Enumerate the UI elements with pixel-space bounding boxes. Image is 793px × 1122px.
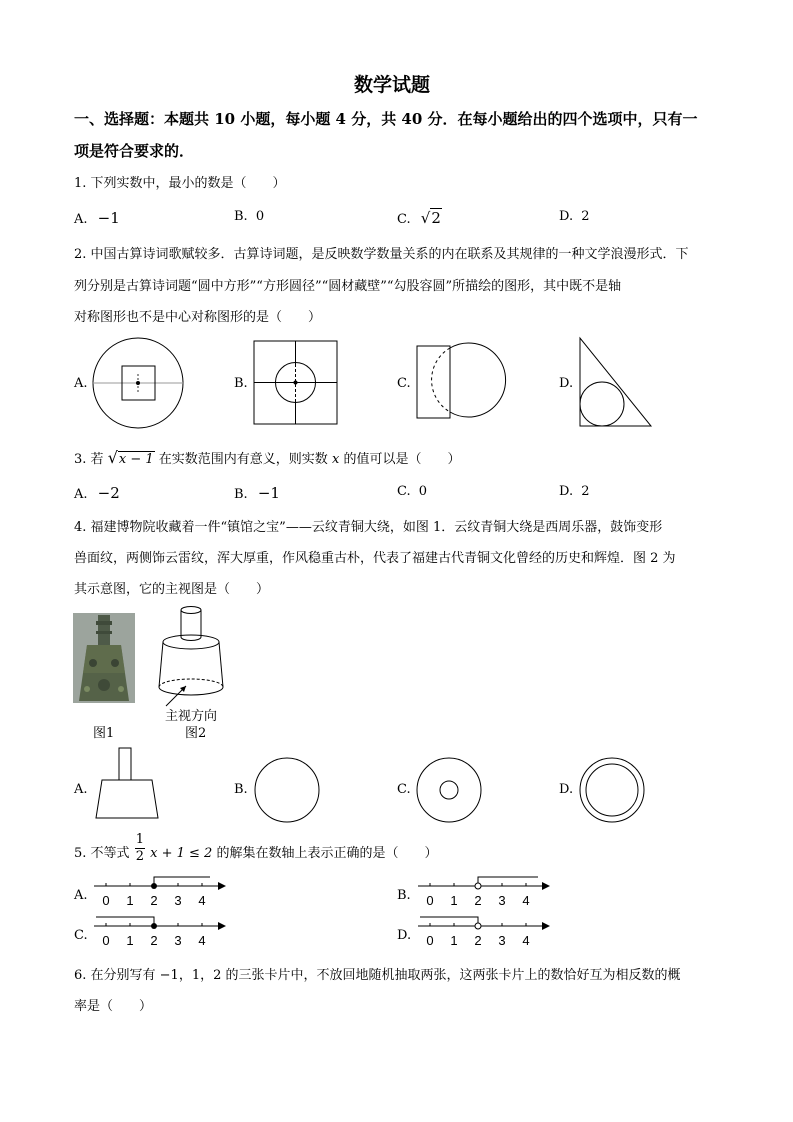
q3-option-d-label: D. [559, 484, 574, 499]
q2-figure-d [578, 336, 654, 430]
q2d-right-triangle [580, 338, 651, 426]
q5d-tick-1: 1 [450, 933, 458, 948]
section-heading-line2: 项是符合要求的． [74, 142, 195, 160]
q3-option-d-value: 2 [581, 484, 590, 499]
q1-option-b-value: 0 [255, 209, 265, 224]
q2d-incircle [580, 382, 624, 426]
q5d-tick-3: 3 [498, 933, 506, 948]
q1-stem: 1. 下列实数中，最小的数是（ ） [74, 176, 286, 191]
q3-option-a [74, 484, 120, 502]
q3-var: x [331, 452, 340, 467]
q5-stem-rest: 的解集在数轴上表示正确的是（ ） [216, 846, 438, 861]
q5a-tick-3: 3 [174, 893, 182, 908]
q4-fig2-schematic [156, 602, 246, 720]
q4-fig1-caption: 图1 [93, 726, 115, 741]
q4-fig1-bronze-bell-photo [73, 613, 135, 703]
q4-option-d-label: D. [559, 782, 574, 797]
q2c-circle-arc [450, 343, 506, 417]
q5-fraction [135, 832, 145, 865]
section-heading-line1: 一、选择题：本题共 10 小题，每小题 4 分，共 40 分．在每小题给出的四个选项中，只有一 [74, 110, 698, 128]
q2-option-c-label: C. [397, 376, 411, 391]
q1-option-d [559, 209, 590, 224]
q5-numberline-a [92, 873, 232, 907]
q3-option-c-value: 0 [418, 484, 428, 499]
q5-numberline-d [416, 913, 556, 947]
q3-stem [74, 448, 460, 467]
q3-option-c [397, 484, 427, 499]
q6-stem-line1: 6. 在分别写有 −1，1，2 的三张卡片中，不放回地随机抽取两张，这两张卡片上的数恰好互为相反数的概 [74, 968, 681, 983]
page-title: 数学试题 [354, 74, 431, 96]
q2c-hidden-arc [432, 348, 450, 412]
q5-frac-num: 1 [135, 832, 144, 847]
q4-figure-a [94, 746, 164, 820]
q3-sqrt: √x − 1 [107, 448, 154, 467]
q2-figure-b [253, 340, 339, 426]
q3-option-a-label: A. [74, 487, 88, 502]
q5-option-c-label: C. [74, 928, 88, 943]
q5-option-b-label: B. [397, 888, 411, 903]
q4-stem-line2: 兽面纹，两侧饰云雷纹，浑大厚重，作风稳重古朴，代表了福建古代青铜文化曾经的历史和辉煌．图 2 为 [74, 551, 676, 566]
q5c-tick-0: 0 [102, 933, 110, 948]
q5c-tick-3: 3 [174, 933, 182, 948]
q5-numberline-c [92, 913, 232, 947]
q1-option-a-label: A. [74, 212, 88, 227]
q2c-rectangle [417, 346, 450, 418]
q5b-tick-0: 0 [426, 893, 434, 908]
q1-option-d-value: 2 [581, 209, 590, 224]
q1-option-d-label: D. [559, 209, 574, 224]
q3-radicand: x − 1 [118, 452, 154, 467]
q3-stem-rest-a: 在实数范围内有意义，则实数 [158, 452, 328, 467]
q4-direction-label: 主视方向 [165, 709, 218, 724]
q3-stem-num: 3. 若 [74, 452, 104, 467]
q1-option-c-value: 2 [431, 209, 441, 227]
q2-option-a-label: A. [74, 376, 88, 391]
q4-option-b-label: B. [234, 782, 248, 797]
q5c-tick-2: 2 [150, 933, 158, 948]
q3-option-b-label: B. [234, 487, 248, 502]
q5a-tick-4: 4 [198, 893, 206, 908]
q3-option-b-value: −1 [257, 484, 280, 502]
q4-figure-b [253, 756, 321, 824]
q1-option-c-sqrt: √2 [420, 209, 441, 227]
q2-option-d-label: D. [559, 376, 574, 391]
q5d-tick-2: 2 [474, 933, 482, 948]
q5-stem-num: 5. 不等式 [74, 846, 130, 861]
q6-stem-line2: 率是（ ） [74, 999, 153, 1014]
q1-option-c [397, 209, 442, 227]
q4-figure-d [578, 756, 646, 824]
q2-option-b-label: B. [234, 376, 248, 391]
q5b-tick-2: 2 [474, 893, 482, 908]
q4-figure-c [415, 756, 483, 824]
q5a-tick-1: 1 [126, 893, 134, 908]
q5-frac-den: 2 [135, 849, 144, 864]
q5d-tick-4: 4 [522, 933, 530, 948]
q4-fig2-caption: 图2 [185, 726, 207, 741]
q3-stem-rest-b: 的值可以是（ ） [343, 452, 461, 467]
q5-numberline-b [416, 873, 556, 907]
q1-option-c-label: C. [397, 212, 411, 227]
q1-option-a [74, 209, 120, 227]
q2-stem-line1: 2. 中国古算诗词歌赋较多．古算诗词题，是反映数学数量关系的内在联系及其规律的一种文学浪漫形式．下 [74, 247, 689, 262]
q5d-tick-0: 0 [426, 933, 434, 948]
q5-option-a-label: A. [74, 888, 88, 903]
q4-option-a-label: A. [74, 782, 88, 797]
q5b-tick-3: 3 [498, 893, 506, 908]
q1-option-b [234, 209, 264, 224]
q5c-tick-4: 4 [198, 933, 206, 948]
q3-option-b [234, 484, 280, 502]
q5-expr: x + 1 ≤ 2 [150, 846, 213, 861]
q2-figure-a [90, 336, 190, 430]
q1-option-b-label: B. [234, 209, 248, 224]
q1-option-a-value: −1 [97, 209, 120, 227]
q4-stem-line3: 其示意图，它的主视图是（ ） [74, 582, 270, 597]
q2-stem-line3: 对称图形也不是中心对称图形的是（ ） [74, 310, 322, 325]
q3-option-c-label: C. [397, 484, 411, 499]
q5a-tick-0: 0 [102, 893, 110, 908]
q3-option-a-value: −2 [97, 484, 120, 502]
q4-stem-line1: 4. 福建博物院收藏着一件“镇馆之宝”——云纹青铜大绕，如图 1．云纹青铜大绕是西周乐器，鼓饰变形 [74, 520, 663, 535]
q4-option-c-label: C. [397, 782, 411, 797]
q2-stem-line2: 列分别是古算诗词题“圆中方形”“方形圆径”“圆材藏壁”“勾股容圆”所描绘的图形，其中既不是轴 [74, 279, 622, 294]
q5-option-d-label: D. [397, 928, 412, 943]
q5-stem [74, 832, 437, 872]
q5a-tick-2: 2 [150, 893, 158, 908]
q5c-tick-1: 1 [126, 933, 134, 948]
q3-option-d [559, 484, 590, 499]
q5b-tick-4: 4 [522, 893, 530, 908]
q5b-tick-1: 1 [450, 893, 458, 908]
q2-figure-c [415, 338, 525, 422]
